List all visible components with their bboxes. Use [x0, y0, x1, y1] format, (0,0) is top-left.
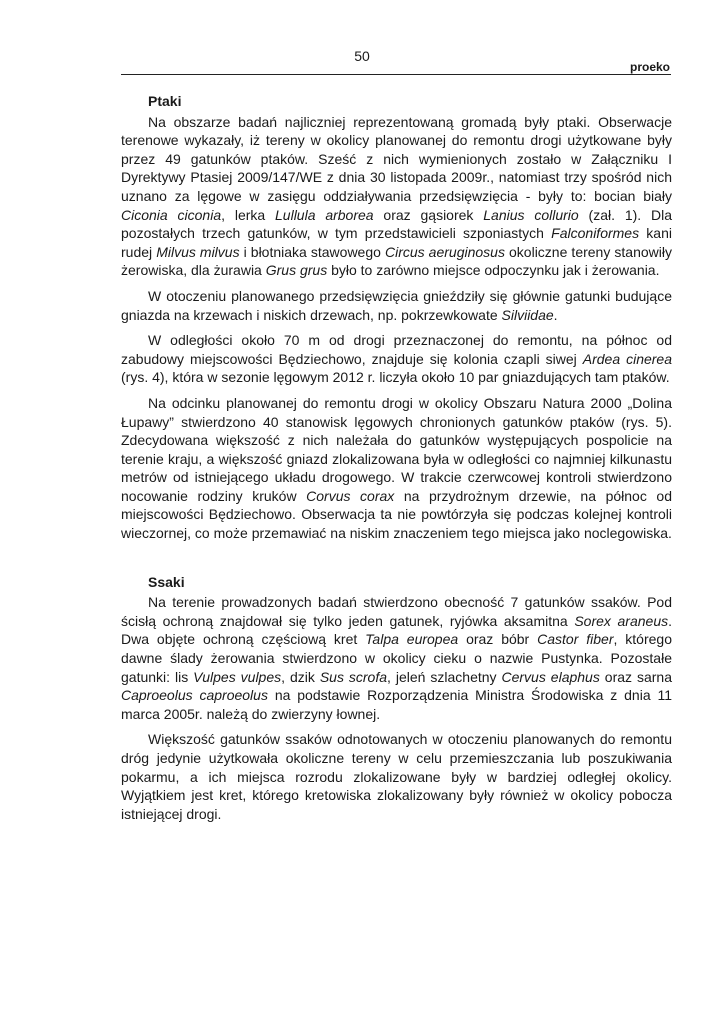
- text-run: , jeleń szlachetny: [387, 668, 502, 685]
- header-brand: proeko: [629, 60, 670, 74]
- document-body: [121, 92, 672, 830]
- text-run: oraz sarna: [599, 668, 672, 685]
- text-run: , dzik: [281, 668, 320, 685]
- text-run: kani rudej: [121, 225, 672, 260]
- text-run: Na odcinku planowanej do remontu drogi w okolicy Obszaru Natura 2000 „Dolina Łupawy” stwierdzono 40 stanowisk lęgowych chronionych gatunków ptaków (rys. 5). Zdecydowana większość z nich należała do gatunków występujących pospolicie na terenie kraju, a większość gniazd zlokalizowana była w odległości co najmniej kilkunastu metrów od istniejącego układu drogowego. W trakcie czerwcowej kontroli stwierdzono nocowanie rodziny kruków: [121, 394, 672, 504]
- text-run: , lerka: [221, 206, 276, 223]
- text-run: (zał. 1). Dla pozostałych trzech gatunków, w tym przedstawicieli szponiastych: [121, 206, 672, 242]
- text-run: na podstawie Rozporządzenia Ministra Środowiska z dnia 11 marca 2005r. należą do zwierzyny łownej.: [121, 687, 672, 722]
- species-name: Castor fiber: [537, 631, 614, 648]
- text-run: Większość gatunków ssaków odnotowanych w otoczeniu planowanych do remontu dróg jedynie użytkowała okoliczne tereny w celu przemieszczania lub poszukiwania pokarmu, a ich miejsca rozrodu zlokalizowane były w bardziej odległej okolicy. Wyjątkiem jest kret, którego kretowiska zlokalizowany były również w okolicy pobocza istniejącej drogi.: [121, 731, 672, 822]
- header-rule: [121, 74, 671, 75]
- page-number: 50: [354, 48, 370, 64]
- text-run: i błotniaka stawowego: [239, 243, 385, 260]
- text-run: oraz gąsiorek: [373, 206, 484, 223]
- species-name: Grus grus: [265, 262, 328, 279]
- species-name: Silviidae: [501, 306, 554, 323]
- paragraph: [121, 730, 672, 823]
- text-run: (rys. 4), która w sezonie lęgowym 2012 r. liczyła około 10 par gniazdujących tam ptaków.: [121, 369, 670, 386]
- text-run: Na obszarze badań najliczniej reprezentowaną gromadą były ptaki. Obserwacje terenowe wykazały, iż tereny w okolicy planowanej do remontu drogi użytkowane były przez 49 gatunków ptaków. Sześć z nich wymienionych zostało w Załączniku I Dyrektywy Ptasiej 2009/147/WE z dnia 30 listopada 2009r., natomiast trzy spośród nich uznano za lęgowe w zasięgu oddziaływania przedsięwzięcia - były to: bocian biały: [121, 113, 672, 204]
- paragraph: [121, 287, 672, 324]
- section-heading: Ptaki: [148, 93, 182, 109]
- text-run: .: [553, 306, 558, 323]
- text-run: . Dwa objęte ochroną częściową kret: [121, 612, 672, 648]
- species-name: Vulpes vulpes: [193, 668, 282, 685]
- text-run: oraz bóbr: [458, 631, 538, 648]
- text-run: było to zarówno miejsce odpoczynku jak i żerowania.: [327, 262, 660, 279]
- species-name: Ardea cinerea: [582, 350, 672, 367]
- species-name: Caproeolus caproeolus: [121, 687, 268, 704]
- species-name: Sorex araneus: [574, 612, 669, 629]
- text-run: na przydrożnym drzewie, na północ od miejscowości Będziechowo. Obserwacja ta nie powtórzyła się podczas kolejnej kontroli wieczornej, co może przemawiać na niskim znaczeniem tego miejsca jako noclegowiska.: [121, 487, 672, 542]
- text-run: , którego dawne ślady żerowania stwierdzono w okolicy cieku o nazwie Pustynka. Pozostałe gatunki: lis: [121, 631, 672, 685]
- species-name: Milvus milvus: [156, 243, 240, 260]
- species-name: Circus aeruginosus: [384, 243, 505, 260]
- text-run: Na terenie prowadzonych badań stwierdzono obecność 7 gatunków ssaków. Pod ścisłą ochroną znajdował się tylko jeden gatunek, ryjówka aksamitna: [121, 594, 672, 629]
- paragraph: [121, 593, 672, 723]
- section-ptaki: [121, 92, 672, 543]
- text-run: okoliczne tereny stanowiły żerowiska, dla żurawia: [121, 243, 672, 279]
- paragraph: [121, 394, 672, 543]
- paragraph: [121, 331, 672, 387]
- text-run: W otoczeniu planowanego przedsięwzięcia gnieździły się głównie gatunki budujące gniazda na krzewach i niskich drzewach, np. pokrzewkowate: [121, 287, 672, 323]
- species-name: Falconiformes: [551, 225, 640, 242]
- species-name: Ciconia ciconia: [121, 206, 222, 223]
- section-heading: Ssaki: [148, 573, 185, 590]
- species-name: Lullula arborea: [275, 206, 374, 223]
- species-name: Sus scrofa: [319, 668, 388, 685]
- species-name: Talpa europea: [365, 631, 459, 648]
- section-ssaki: [121, 573, 672, 824]
- paragraph: [121, 113, 672, 280]
- species-name: Corvus corax: [306, 487, 395, 504]
- species-name: Lanius collurio: [483, 206, 579, 223]
- species-name: Cervus elaphus: [501, 668, 600, 685]
- text-run: W odległości około 70 m od drogi przeznaczonej do remontu, na północ od zabudowy miejscowości Będziechowo, znajduje się kolonia czapli siwej: [121, 332, 672, 367]
